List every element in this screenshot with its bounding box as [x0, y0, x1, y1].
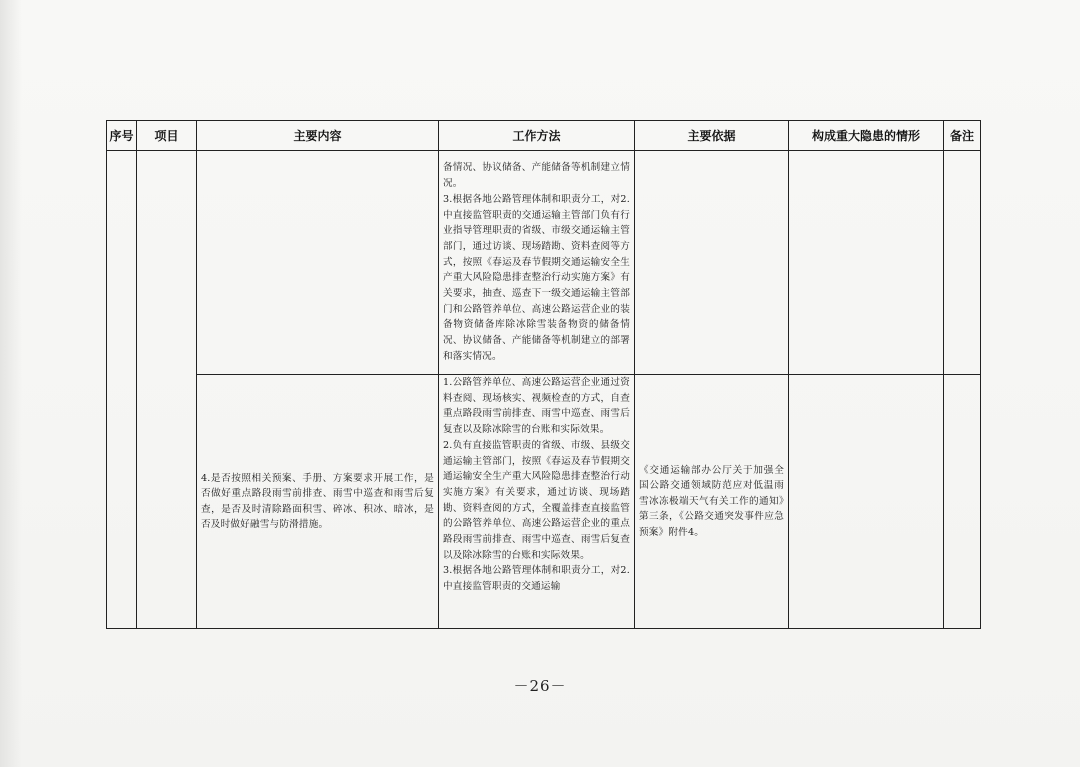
cell-risk — [789, 151, 944, 375]
cell-remark — [944, 375, 981, 629]
cell-content — [197, 375, 439, 629]
basis-text: 《交通运输部办公厅关于加强全国公路交通领域防范应对低温雨雪冰冻极端天气有关工作的通知》第三条，《公路交通突发事件应急预案》附件4。 — [639, 464, 784, 538]
header-remark: 备注 — [944, 121, 981, 151]
cell-risk — [789, 375, 944, 629]
header-basis: 主要依据 — [635, 121, 789, 151]
method-text: 1.公路管养单位、高速公路运营企业通过资料查阅、现场核实、视频检查的方式，自查重点路段雨雪前排查、雨雪中巡查、雨雪后复查以及除冰除雪的台账和实际效果。 2.负有直接监管职责的省级、市级、县级交通运输主管部门，按照《春运及春节假期交通运输安全生产重大风险隐患排查整治行动实施方案》有关要求，通过访谈、现场踏勘、资料查阅的方式，全覆盖排查直接监管的公路管养单位、高速公路运营企业的重点路段雨雪前排查、雨雪中巡查、雨雪后复查以及除冰除雪的台账和实际效果。 3.根据各地公路管理体制和职责分工，对2.中直接监管职责的交通运输 — [443, 377, 630, 593]
cell-basis — [635, 151, 789, 375]
cell-method — [439, 375, 635, 629]
method-text: 备情况、协议储备、产能储备等机制建立情况。 3.根据各地公路管理体制和职责分工，对2.中直接监管职责的交通运输主管部门负有行业指导管理职责的省级、市级交通运输主管部门，通过访谈、现场踏勘、资料查阅等方式，按照《春运及春节假期交通运输安全生产重大风险隐患排查整治行动实施方案》有关要求，抽查、巡查下一级交通运输主管部门和公路管养单位、高速公路运营企业的装备物资储备库除冰除雪装备物资的储备情况、协议储备、产能储备等机制建立的部署和落实情况。 — [443, 162, 630, 362]
header-risk: 构成重大隐患的情形 — [789, 121, 944, 151]
table-header-row — [107, 121, 981, 151]
table-row — [107, 151, 981, 375]
content-text: 4.是否按照相关预案、手册、方案要求开展工作，是否做好重点路段雨雪前排查、雨雪中巡查和雨雪后复查，是否及时清除路面积雪、碎冰、积冰、暗冰，是否及时做好融雪与防滑措施。 — [201, 472, 434, 530]
table-row — [107, 375, 981, 629]
cell-method — [439, 151, 635, 375]
page-number: －26－ — [513, 677, 567, 695]
cell-content — [197, 151, 439, 375]
inspection-table — [106, 120, 981, 629]
header-no: 序号 — [107, 121, 137, 151]
cell-remark — [944, 151, 981, 375]
scan-shadow — [0, 0, 22, 767]
cell-no — [107, 151, 137, 629]
header-content: 主要内容 — [197, 121, 439, 151]
header-method: 工作方法 — [439, 121, 635, 151]
header-item: 项目 — [137, 121, 197, 151]
cell-basis — [635, 375, 789, 629]
cell-item — [137, 151, 197, 629]
